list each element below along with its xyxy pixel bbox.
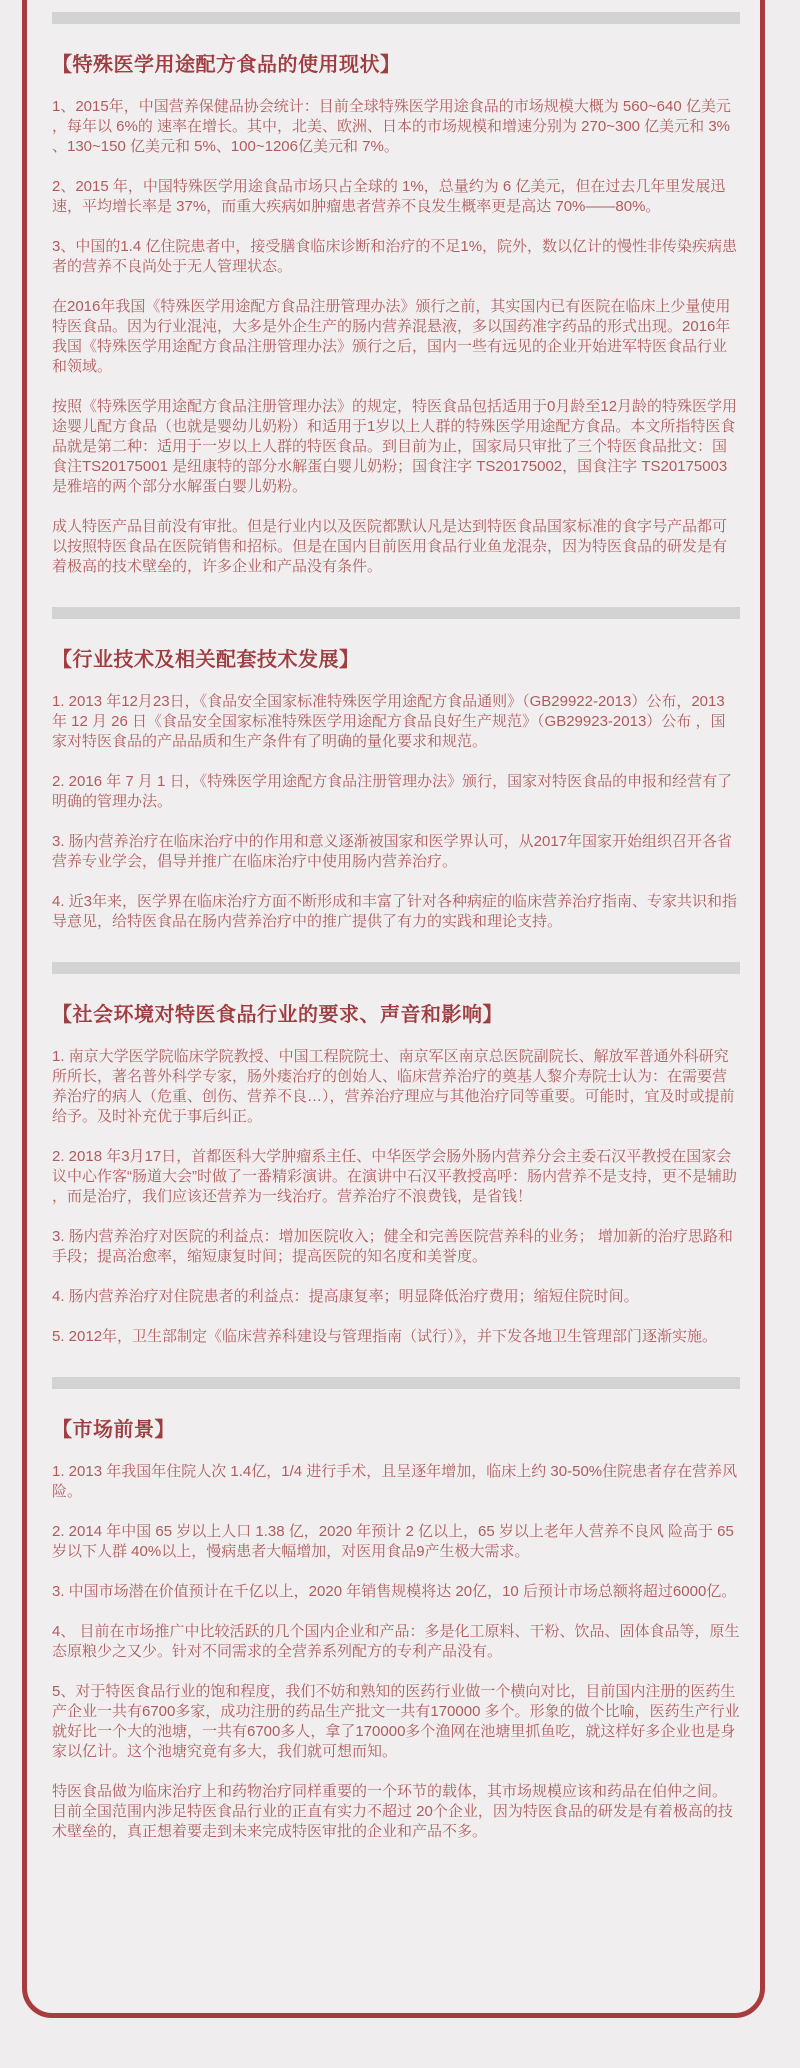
- paragraph: 1. 南京大学医学院临床学院教授、中国工程院院士、南京军区南京总医院副院长、解放军普通外科研究所所长，著名普外科学专家，肠外瘘治疗的创始人、临床营养治疗的奠基人黎介寿院士认为：在需要营养治疗的病人（危重、创伤、营养不良…），营养治疗理应与其他治疗同等重要。可能时，宜及时或提前给予。及时补充优于事后纠正。: [52, 1048, 735, 1125]
- paragraph: 2. 2014 年中国 65 岁以上人口 1.38 亿，2020 年预计 2 亿以上，65 岁以上老年人营养不良风 险高于 65 岁以下人群 40%以上，慢病患者大幅增加，对医用食品9产生极大需求。: [52, 1523, 734, 1560]
- section-title-social-environment: 【社会环境对特医食品行业的要求、声音和影响】: [52, 1004, 503, 1026]
- paragraph: 2. 2018 年3月17日，首都医科大学肿瘤系主任、中华医学会肠外肠内营养分会主委石汉平教授在国家会议中心作客“肠道大会”时做了一番精彩演讲。在演讲中石汉平教授高呼：肠内营养不是支持，更不是辅助，而是治疗，我们应该还营养为一线治疗。营养治疗不浪费钱，是省钱！: [52, 1148, 737, 1205]
- section-title-industry-technology: 【行业技术及相关配套技术发展】: [52, 649, 360, 671]
- paragraph: 1、2015年，中国营养保健品协会统计：目前全球特殊医学用途食品的市场规模大概为 560~640 亿美元，每年以 6%的 速率在增长。其中，北美、欧洲、日本的市场规模和增速分别为 270~300 亿美元和 3%、130~150 亿美元和 5%、100~1206亿美元和 7%。: [52, 98, 731, 155]
- paragraph: 3. 中国市场潜在价值预计在千亿以上，2020 年销售规模将达 20亿，10 后预计市场总额将超过6000亿。: [52, 1583, 737, 1600]
- section-industry-technology: [52, 647, 740, 932]
- paragraph: 特医食品做为临床治疗上和药物治疗同样重要的一个环节的载体，其市场规模应该和药品在伯仲之间。目前全国范围内涉足特医食品行业的正直有实力不超过 20个企业，因为特医食品的研发是有着极高的技术壁垒的，真正想着要走到未来完成特医审批的企业和产品不多。: [52, 1783, 733, 1840]
- article-frame: [22, 0, 765, 2018]
- section-divider-bar: [52, 607, 740, 619]
- paragraph: 3. 肠内营养治疗在临床治疗中的作用和意义逐渐被国家和医学界认可，从2017年国家开始组织召开各省营养专业学会，倡导并推广在临床治疗中使用肠内营养治疗。: [52, 833, 733, 870]
- paragraph: 3. 肠内营养治疗对医院的利益点：增加医院收入；健全和完善医院营养科的业务； 增加新的治疗思路和手段；提高治愈率，缩短康复时间；提高医院的知名度和美誉度。: [52, 1228, 733, 1265]
- section-market-outlook: [52, 1417, 740, 1842]
- section-divider-bar: [52, 12, 740, 24]
- paragraph: 按照《特殊医学用途配方食品注册管理办法》的规定，特医食品包括适用于0月龄至12月龄的特殊医学用途婴儿配方食品（也就是婴幼儿奶粉）和适用于1岁以上人群的特殊医学用途配方食品。本文所指特医食品就是第二种：适用于一岁以上人群的特医食品。到目前为止，国家局只审批了三个特医食品批文：国食注TS20175001 是纽康特的部分水解蛋白婴儿奶粉；国食注字 TS20175002，国食注字 TS20175003是雅培的两个部分水解蛋白婴儿奶粉。: [52, 398, 738, 495]
- paragraph: 5. 2012年，卫生部制定《临床营养科建设与管理指南（试行）》，并下发各地卫生管理部门逐渐实施。: [52, 1328, 718, 1345]
- paragraph: 4、 目前在市场推广中比较活跃的几个国内企业和产品：多是化工原料、干粉、饮品、固体食品等，原生态原粮少之又少。针对不同需求的全营养系列配方的专利产品没有。: [52, 1623, 740, 1660]
- section-social-environment: [52, 1002, 740, 1347]
- paragraph: 1. 2013 年我国年住院人次 1.4亿，1/4 进行手术，且呈逐年增加，临床上约 30-50%住院患者存在营养风险。: [52, 1463, 738, 1500]
- paragraph: 4. 肠内营养治疗对住院患者的利益点：提高康复率；明显降低治疗费用；缩短住院时间。: [52, 1288, 639, 1305]
- paragraph: 在2016年我国《特殊医学用途配方食品注册管理办法》颁行之前，其实国内已有医院在临床上少量使用特医食品。因为行业混沌，大多是外企生产的肠内营养混悬液，多以国药准字药品的形式出现。2016年我国《特殊医学用途配方食品注册管理办法》颁行之后，国内一些有远见的企业开始进军特医食品行业和领域。: [52, 298, 731, 375]
- article-content: [27, 0, 760, 1842]
- paragraph: 2. 2016 年 7 月 1 日，《特殊医学用途配方食品注册管理办法》颁行，国家对特医食品的申报和经营有了明确的管理办法。: [52, 773, 733, 810]
- section-title-market-outlook: 【市场前景】: [52, 1419, 175, 1441]
- paragraph: 2、2015 年，中国特殊医学用途食品市场只占全球的 1%，总量约为 6 亿美元，但在过去几年里发展迅速，平均增长率是 37%，而重大疾病如肿瘤患者营养不良发生概率更是高达 70%——80%。: [52, 178, 726, 215]
- paragraph: 4. 近3年来，医学界在临床治疗方面不断形成和丰富了针对各种病症的临床营养治疗指南、专家共识和指导意见，给特医食品在肠内营养治疗中的推广提供了有力的实践和理论支持。: [52, 893, 738, 930]
- section-usage-status: [52, 52, 740, 577]
- section-title-usage-status: 【特殊医学用途配方食品的使用现状】: [52, 54, 401, 76]
- section-divider-bar: [52, 962, 740, 974]
- paragraph: 成人特医产品目前没有审批。但是行业内以及医院都默认凡是达到特医食品国家标准的食字号产品都可以按照特医食品在医院销售和招标。但是在国内目前医用食品行业鱼龙混杂，因为特医食品的研发是有着极高的技术壁垒的，许多企业和产品没有条件。: [52, 518, 728, 575]
- section-divider-bar: [52, 1377, 740, 1389]
- paragraph: 3、中国的1.4 亿住院患者中，接受膳食临床诊断和治疗的不足1%，院外，数以亿计的慢性非传染疾病患者的营养不良尚处于无人管理状态。: [52, 238, 738, 275]
- paragraph: 5、对于特医食品行业的饱和程度，我们不妨和熟知的医药行业做一个横向对比，目前国内注册的医药生产企业一共有6700多家，成功注册的药品生产批文一共有170000 多个。形象的做个比喻，医药生产行业就好比一个大的池塘，一共有6700多人，拿了170000多个渔网在池塘里抓鱼吃，就这样好多企业也是身家以亿计。这个池塘究竟有多大，我们就可想而知。: [52, 1683, 740, 1760]
- paragraph: 1. 2013 年12月23日，《食品安全国家标准特殊医学用途配方食品通则》（GB29922-2013）公布，2013 年 12 月 26 日《食品安全国家标准特殊医学用途配方食品良好生产规范》（GB29923-2013）公布 ，国家对特医食品的产品品质和生产条件有了明确的量化要求和规范。: [52, 693, 726, 750]
